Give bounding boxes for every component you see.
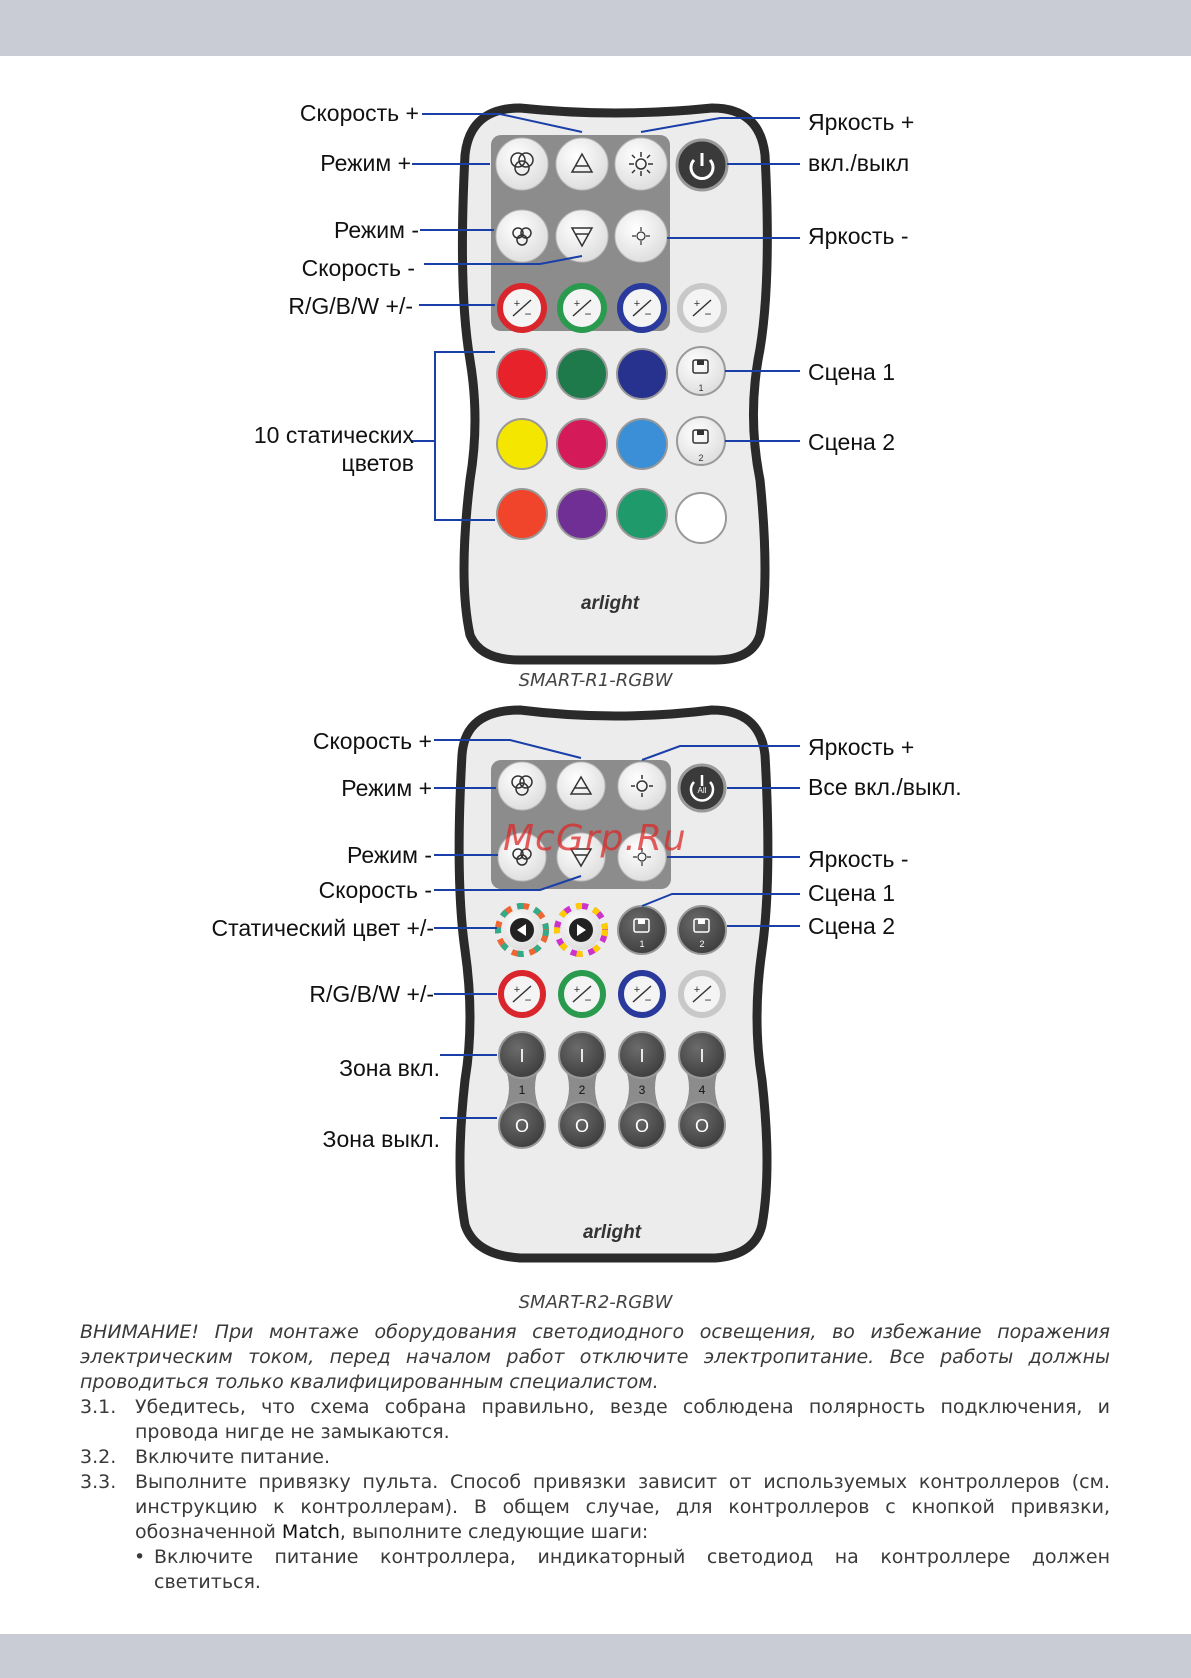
color-button-10[interactable] [676, 493, 726, 543]
step-text [135, 1470, 1110, 1545]
mode-plus-button[interactable] [496, 138, 548, 190]
all-label: All [697, 786, 707, 795]
top-band [0, 0, 1191, 56]
step-number: 3.1. [80, 1396, 117, 1418]
rgbw-button-1[interactable] [501, 973, 543, 1015]
remote-2-diagram [0, 700, 1191, 1290]
svg-text:1: 1 [698, 383, 704, 393]
brightness-plus-button[interactable] [618, 762, 666, 810]
r2-label-scene-2: Сцена 2 [808, 913, 895, 939]
zone-off-button[interactable] [559, 1102, 605, 1148]
r2-label-zone-off: Зона выкл. [322, 1126, 440, 1152]
svg-text:O: O [694, 1116, 710, 1136]
step-number: 3.2. [80, 1446, 117, 1468]
r1-label-static-colors-1: 10 статических [253, 422, 414, 448]
mode-plus-button[interactable] [498, 762, 546, 810]
scene-2-button[interactable] [677, 417, 725, 465]
static-color-minus-button[interactable] [498, 906, 546, 954]
r2-label-static-color: Статический цвет +/- [211, 915, 434, 941]
scene-1-button[interactable] [677, 347, 725, 395]
step-text-part: Выполните привязку пульта. Способ привязки зависит от используемых контроллеров (см. инструкцию к контроллерам). В общем случае, для контроллеров с кнопкой привязки, обозначенной [135, 1471, 1110, 1543]
rgbw-button-2[interactable] [560, 286, 604, 330]
svg-text:−: − [584, 993, 592, 1007]
r2-label-all-power: Все вкл./выкл. [808, 774, 962, 800]
r2-label-scene-1: Сцена 1 [808, 880, 895, 906]
svg-text:+: + [693, 298, 701, 310]
r2-label-brightness-plus: Яркость + [808, 734, 915, 760]
rgbw-button-3[interactable] [621, 973, 663, 1015]
all-power-button[interactable] [679, 765, 725, 811]
zone-number: 4 [698, 1083, 706, 1097]
zone-off-button[interactable] [619, 1102, 665, 1148]
svg-text:I: I [699, 1046, 705, 1066]
color-button-5[interactable] [557, 419, 607, 469]
scene-2-button[interactable] [678, 906, 726, 954]
svg-text:O: O [574, 1116, 590, 1136]
zone-number: 3 [638, 1083, 646, 1097]
color-button-1[interactable] [497, 349, 547, 399]
step-number: 3.3. [80, 1471, 117, 1493]
step-3-1 [80, 1395, 1110, 1445]
r1-label-brightness-plus: Яркость + [808, 109, 915, 135]
watermark: McGrp.Ru [503, 818, 687, 859]
svg-text:−: − [644, 307, 652, 321]
remote-1-brand: arlight [580, 593, 640, 614]
power-button[interactable] [677, 140, 727, 190]
svg-text:I: I [579, 1046, 585, 1066]
bullet-mark: • [134, 1546, 146, 1568]
r1-label-scene-1: Сцена 1 [808, 359, 895, 385]
remote-2-caption: SMART-R2-RGBW [518, 1292, 673, 1313]
svg-text:−: − [704, 993, 712, 1007]
remote-2-brand: arlight [582, 1222, 642, 1243]
color-button-7[interactable] [497, 489, 547, 539]
r1-label-rgbw: R/G/B/W +/- [288, 293, 413, 319]
r2-label-rgbw: R/G/B/W +/- [309, 981, 434, 1007]
r2-label-speed-plus: Скорость + [312, 728, 432, 754]
svg-text:O: O [634, 1116, 650, 1136]
zone-off-button[interactable] [499, 1102, 545, 1148]
svg-text:+: + [693, 984, 701, 996]
svg-text:2: 2 [698, 453, 704, 463]
r1-label-mode-minus: Режим - [334, 217, 419, 243]
r1-label-speed-plus: Скорость + [299, 100, 419, 126]
color-button-4[interactable] [497, 419, 547, 469]
mode-minus-button[interactable] [496, 210, 548, 262]
zone-on-button[interactable] [619, 1032, 665, 1078]
svg-text:+: + [573, 298, 581, 310]
r1-label-power: вкл./выкл [808, 150, 910, 176]
r1-label-speed-minus: Скорость - [301, 255, 415, 281]
color-button-8[interactable] [557, 489, 607, 539]
step-3-2 [80, 1445, 1110, 1470]
speed-minus-button[interactable] [556, 210, 608, 262]
svg-text:I: I [519, 1046, 525, 1066]
color-button-6[interactable] [617, 419, 667, 469]
color-button-2[interactable] [557, 349, 607, 399]
r1-label-scene-2: Сцена 2 [808, 429, 895, 455]
r2-label-zone-on: Зона вкл. [339, 1055, 440, 1081]
step-3-3 [80, 1470, 1110, 1545]
match-keyword: Match [281, 1521, 340, 1543]
zone-on-button[interactable] [499, 1032, 545, 1078]
r2-label-brightness-minus: Яркость - [808, 846, 909, 872]
brightness-plus-button[interactable] [615, 138, 667, 190]
static-color-plus-button[interactable] [557, 906, 605, 954]
r2-label-speed-minus: Скорость - [318, 877, 432, 903]
warning-text: ВНИМАНИЕ! При монтаже оборудования светодиодного освещения, во избежание поражения электрическим током, перед началом работ отключите электропитание. Все работы должны проводиться только квалифицированным специалистом. [80, 1321, 1110, 1393]
svg-text:+: + [513, 298, 521, 310]
color-button-9[interactable] [617, 489, 667, 539]
zone-number: 1 [518, 1083, 526, 1097]
zone-number: 2 [578, 1083, 586, 1097]
speed-plus-button[interactable] [557, 762, 605, 810]
scene-1-button[interactable] [618, 906, 666, 954]
r1-label-mode-plus: Режим + [320, 150, 411, 176]
svg-text:+: + [513, 984, 521, 996]
svg-text:−: − [704, 307, 712, 321]
instructions [80, 1320, 1110, 1595]
step-text: Убедитесь, что схема собрана правильно, везде соблюдена полярность подключения, и провода нигде не замыкаются. [135, 1396, 1110, 1443]
svg-text:1: 1 [639, 939, 645, 949]
svg-text:−: − [584, 307, 592, 321]
speed-plus-button[interactable] [556, 138, 608, 190]
rgbw-button-3[interactable] [620, 286, 664, 330]
svg-text:+: + [633, 298, 641, 310]
svg-text:+: + [573, 984, 581, 996]
rgbw-button-2[interactable] [561, 973, 603, 1015]
zone-on-button[interactable] [679, 1032, 725, 1078]
bullet-text: Включите питание контроллера, индикаторный светодиод на контроллере должен светиться. [154, 1546, 1110, 1593]
zone-off-button[interactable] [679, 1102, 725, 1148]
rgbw-button-4[interactable] [680, 286, 724, 330]
svg-text:I: I [639, 1046, 645, 1066]
brightness-minus-button[interactable] [615, 210, 667, 262]
r2-label-mode-minus: Режим - [347, 842, 432, 868]
svg-text:−: − [524, 993, 532, 1007]
bottom-band [0, 1634, 1191, 1678]
step-text: Включите питание. [135, 1446, 331, 1468]
svg-text:−: − [644, 993, 652, 1007]
rgbw-button-1[interactable] [500, 286, 544, 330]
svg-text:2: 2 [699, 939, 705, 949]
step-text-part: , выполните следующие шаги: [339, 1521, 649, 1543]
remote-1-diagram [0, 60, 1191, 720]
svg-text:O: O [514, 1116, 530, 1136]
svg-text:+: + [633, 984, 641, 996]
zone-on-button[interactable] [559, 1032, 605, 1078]
r1-label-brightness-minus: Яркость - [808, 223, 909, 249]
color-button-3[interactable] [617, 349, 667, 399]
r2-label-mode-plus: Режим + [341, 775, 432, 801]
r1-label-static-colors-2: цветов [341, 450, 414, 476]
svg-text:−: − [524, 307, 532, 321]
rgbw-button-4[interactable] [681, 973, 723, 1015]
bullet-item [80, 1545, 1110, 1595]
remote-1-caption: SMART-R1-RGBW [518, 670, 673, 691]
